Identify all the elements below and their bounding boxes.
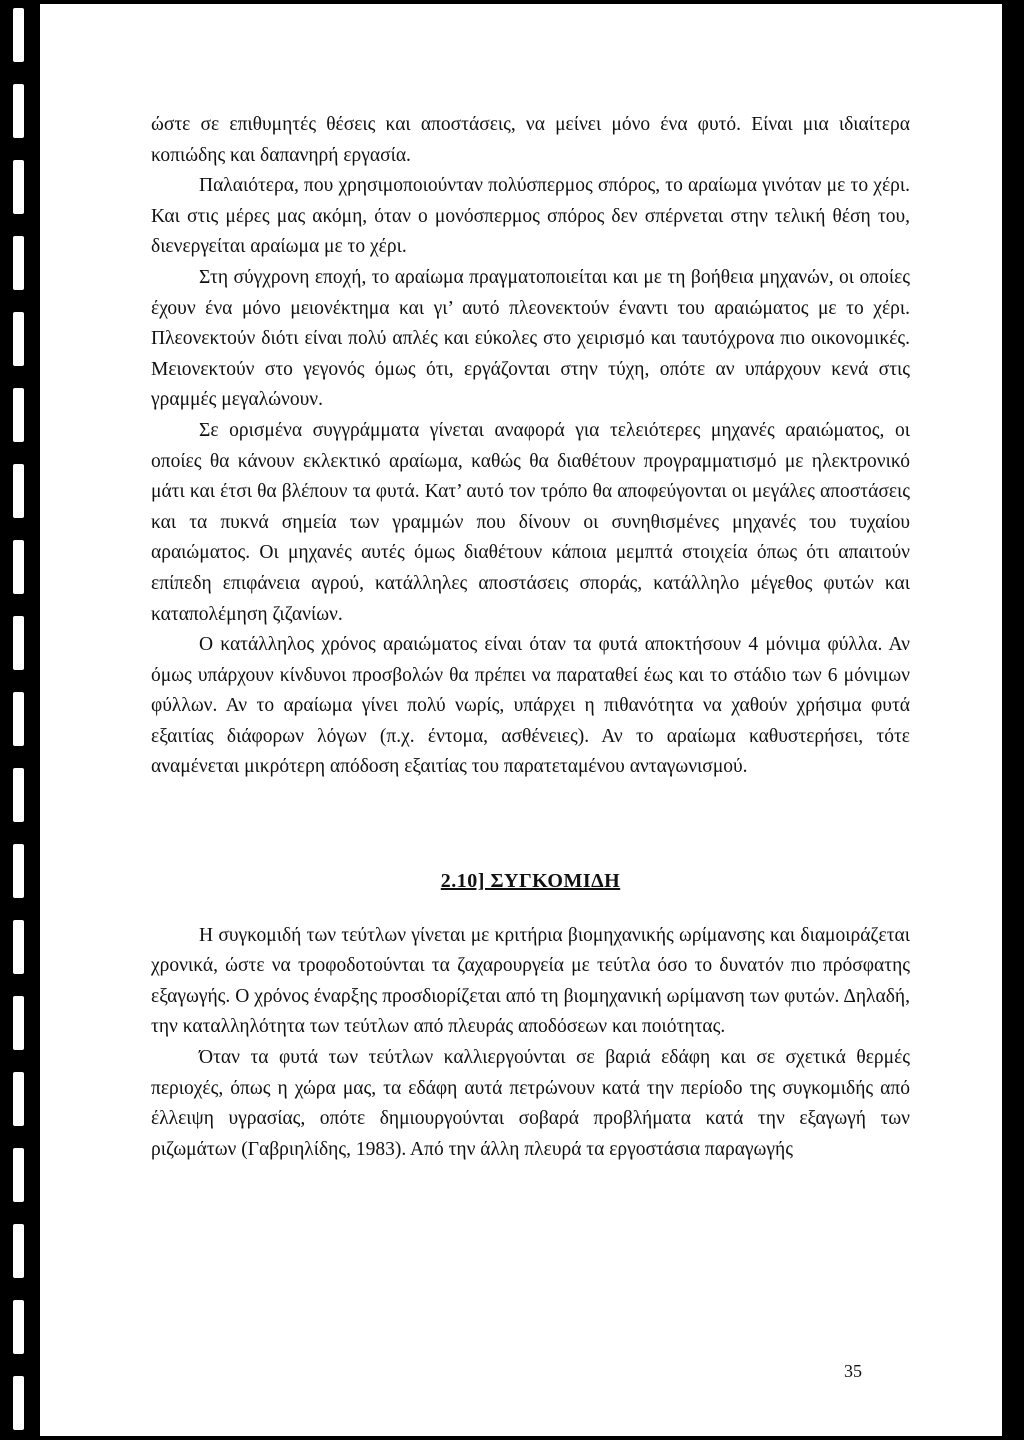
film-perforation [13, 692, 24, 746]
film-perforation [13, 844, 24, 898]
paragraph: Όταν τα φυτά των τεύτλων καλλιεργούνται σε βαριά εδάφη και σε σχετικά θερμές περιοχές, όπως η χώρα μας, τα εδάφη αυτά πετρώνουν κατά την περίοδο της συγκομιδής από έλλειψη υγρασίας, οπότε δημιουργούνται σοβαρά προβλήματα κατά την εξαγωγή των ριζωμάτων (Γαβριηλίδης, 1983). Από την άλλη πλευρά τα εργοστάσια παραγωγής [151, 1047, 910, 1160]
paragraph: Σε ορισμένα συγγράμματα γίνεται αναφορά για τελειότερες μηχανές αραιώματος, οι οποίες θα κάνουν εκλεκτικό αραίωμα, καθώς θα διαθέτουν προγραμματισμό με ηλεκτρονικό μάτι και έτσι θα βλέπουν τα φυτά. Κατ’ αυτό τον τρόπο θα αποφεύγονται οι μεγάλες αποστάσεις και τα πυκνά σημεία των γραμμών που δίνουν οι συνηθισμένες μηχανές του τυχαίου αραιώματος. Οι μηχανές αυτές όμως διαθέτουν κάποια μεμπτά στοιχεία όπως ότι απαιτούν επίπεδη επιφάνεια αγρού, κατάλληλες αποστάσεις σποράς, κατάλληλο μέγεθος φυτών και καταπολέμηση ζιζανίων. [151, 419, 910, 625]
film-perforation [13, 84, 24, 138]
film-perforation [13, 160, 24, 214]
film-perforation [13, 1376, 24, 1430]
film-perforation [13, 1224, 24, 1278]
film-perforation [13, 996, 24, 1050]
page-number: 35 [844, 1361, 862, 1381]
film-perforation [13, 236, 24, 290]
film-perforation [13, 920, 24, 974]
paragraph: Η συγκομιδή των τεύτλων γίνεται με κριτήρια βιομηχανικής ωρίμανσης και διαμοιράζεται χρονικά, ώστε να τροφοδοτούνται τα ζαχαρουργεία με τεύτλα όσο το δυνατόν πιο πρόσφατης εξαγωγής. Ο χρόνος έναρξης προσδιορίζεται από τη βιομηχανική ωρίμανση των φυτών. Δηλαδή, την καταλληλότητα των τεύτλων από πλευράς αποδόσεων και ποιότητας. [151, 924, 910, 1038]
document-page [40, 4, 1002, 1436]
paragraph: Στη σύγχρονη εποχή, το αραίωμα πραγματοποιείται και με τη βοήθεια μηχανών, οι οποίες έχουν ένα μόνο μειονέκτημα και γι’ αυτό πλεονεκτούν έναντι του αραιώματος με το χέρι. Πλεονεκτούν διότι είναι πολύ απλές και εύκολες στο χειρισμό και ταυτόχρονα πιο οικονομικές. Μειονεκτούν στο γεγονός όμως ότι, εργάζονται στην τύχη, οπότε αν υπάρχουν κενά στις γραμμές μεγαλώνουν. [151, 266, 910, 411]
paragraph: Ο κατάλληλος χρόνος αραιώματος είναι όταν τα φυτά αποκτήσουν 4 μόνιμα φύλλα. Αν όμως υπάρχουν κίνδυνοι προσβολών θα πρέπει να παραταθεί έως και το στάδιο των 6 μόνιμων φύλλων. Αν το αραίωμα γίνει πολύ νωρίς, υπάρχει η πιθανότητα να χαθούν χρήσιμα φυτά εξαιτίας διάφορων λόγων (π.χ. έντομα, ασθένειες). Αν το αραίωμα καθυστερήσει, τότε αναμένεται μικρότερη απόδοση εξαιτίας του παρατεταμένου ανταγωνισμού. [151, 634, 910, 778]
film-perforation-strip-right [1002, 0, 1024, 1440]
film-perforation [13, 1072, 24, 1126]
film-perforation [13, 8, 24, 62]
film-perforation [13, 464, 24, 518]
film-perforation [13, 1300, 24, 1354]
film-perforation [13, 1148, 24, 1202]
film-perforation [13, 616, 24, 670]
film-perforation-strip-left [0, 0, 40, 1440]
paragraph: ώστε σε επιθυμητές θέσεις και αποστάσεις, να μείνει μόνο ένα φυτό. Είναι μια ιδιαίτερα κοπιώδης και δαπανηρή εργασία. [151, 114, 910, 166]
film-perforation [13, 768, 24, 822]
section-heading: 2.10] ΣΥΓΚΟΜΙΔΗ [440, 870, 621, 893]
paragraph: Παλαιότερα, που χρησιμοποιούνταν πολύσπερμος σπόρος, το αραίωμα γινόταν με το χέρι. Και στις μέρες μας ακόμη, όταν ο μονόσπερμος σπόρος δεν σπέρνεται στην τελική θέση του, διενεργείται αραίωμα με το χέρι. [151, 175, 910, 258]
film-perforation [13, 312, 24, 366]
page-content [151, 110, 910, 1165]
film-perforation [13, 388, 24, 442]
film-perforation [13, 540, 24, 594]
